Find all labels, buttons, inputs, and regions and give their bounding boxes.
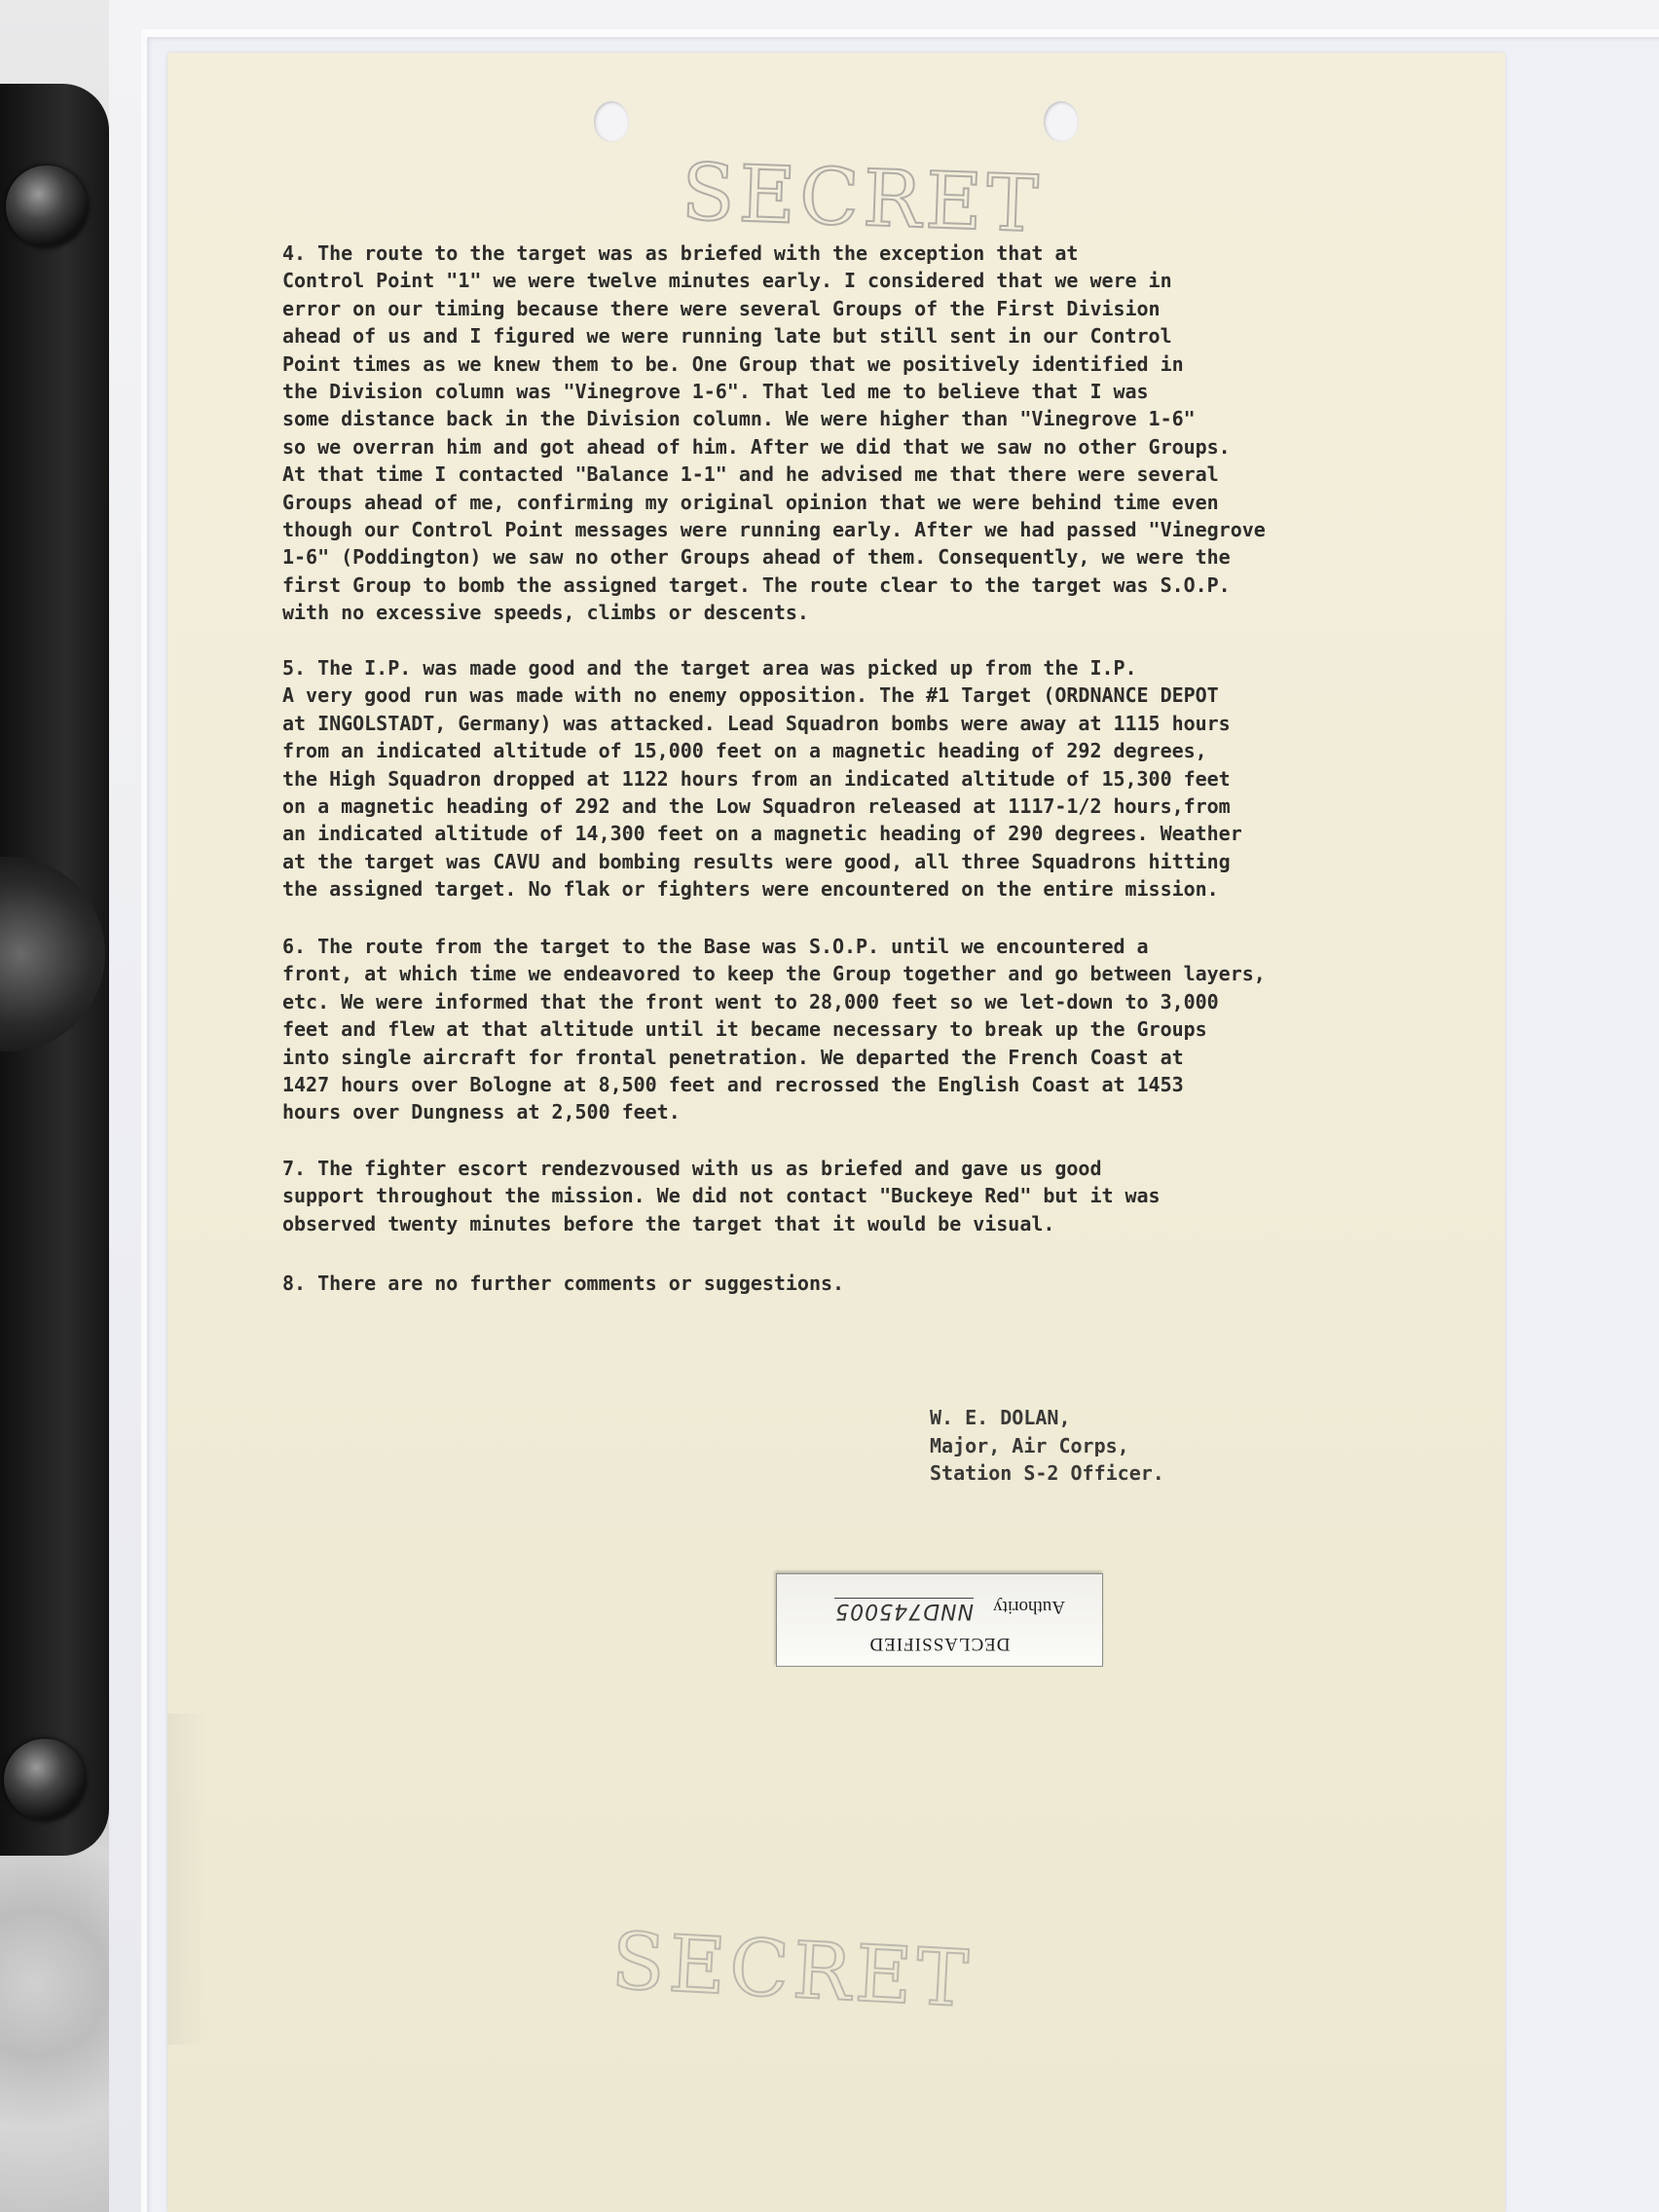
clip-knob-top (6, 166, 88, 247)
paragraph-5: 5. The I.P. was made good and the target area was picked up from the I.P. A very good run was made with no enemy opposition. The #1 Target (ORDNANCE DEPOT at INGOLSTADT, Germany) was attacked. Lead Squadron bombs were away at 1115 hours from an indicated altitude of 15,000 feet on a magnetic heading of 292 degrees, the High Squadron dropped at 1122 hours from an indicated altitude of 15,300 feet on a magnetic heading of 292 and the Low Squadron released at 1117-1/2 hours,from an indicated altitude of 14,300 feet on a magnetic heading of 290 degrees. Weather at the target was CAVU and bombing results were good, all three Squadrons hitting the assigned target. No flak or fighters were encountered on the entire mission. (282, 656, 1242, 902)
authority-number: NND745005 (834, 1599, 974, 1623)
declassified-label (776, 1573, 1103, 1667)
secret-stamp-top: SECRET (680, 146, 1044, 250)
paragraph-7: 7. The fighter escort rendezvoused with us as briefed and gave us good support throughout the mission. We did not contact "Buckeye Red" but it was observed twenty minutes before the target that it would be visual. (282, 1157, 1161, 1235)
punch-hole-left (594, 101, 629, 142)
punch-hole-right (1044, 101, 1079, 142)
clip-knob-bottom (4, 1739, 86, 1821)
authority-label: Authority (993, 1597, 1065, 1617)
paragraph-8: 8. There are no further comments or suggestions. (282, 1272, 845, 1295)
paragraph-4: 4. The route to the target was as briefed with the exception that at Control Point "1" we were twelve minutes early. I considered that we were in error on our timing because there were several Groups of the First Division ahead of us and I figured we were running late but still sent in our Control Point times as we knew them to be. One Group that we positively identified in the Division column was "Vinegrove 1-6". That led me to believe that I was some distance back in the Division column. We were higher than "Vinegrove 1-6" so we overran him and got ahead of him. After we did that we saw no other Groups. At that time I contacted "Balance 1-1" and he advised me that there were several Groups ahead of me, confirming my original opinion that we were behind time even though our Control Point messages were running early. After we had passed "Vinegrove 1-6" (Poddington) we saw no other Groups ahead of them. Consequently, we were the first Group to bomb the assigned target. The route clear to the target was S.O.P. with no excessive speeds, climbs or descents. (282, 241, 1266, 625)
marble-surface (0, 1830, 115, 2212)
paper-edge-shadow (167, 1714, 206, 2045)
paragraph-6: 6. The route from the target to the Base was S.O.P. until we encountered a front, at which time we endeavored to keep the Group together and go between layers, etc. We were informed that the front went to 28,000 feet so we let-down to 3,000 feet and flew at that altitude until it became necessary to break up the Groups into single aircraft for frontal penetration. We departed the French Coast at 1427 hours over Bologne at 8,500 feet and recrossed the English Coast at 1453 hours over Dungness at 2,500 feet. (282, 935, 1266, 1124)
declassified-title: DECLASSIFIED (868, 1634, 1011, 1654)
signature-block: W. E. DOLAN, Major, Air Corps, Station S-2 Officer. (930, 1406, 1164, 1485)
secret-stamp-bottom: SECRET (608, 1915, 975, 2025)
